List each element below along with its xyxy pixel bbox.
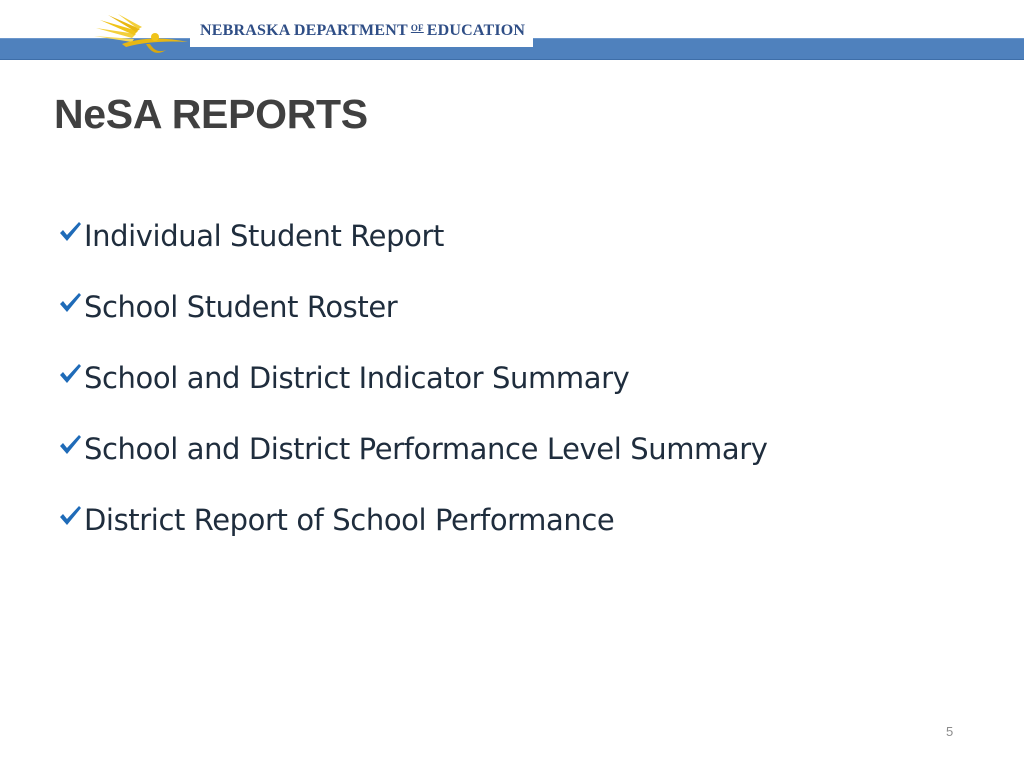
slide-title: NeSA REPORTS [54,91,368,137]
checkmark-icon [58,362,82,386]
report-list [58,200,768,555]
checkmark-icon [58,220,82,244]
slide-number: 5 [946,724,954,739]
checkmark-icon [58,504,82,528]
checkmark-icon [58,433,82,457]
report-item-label: School and District Indicator Summary [84,360,630,395]
report-list-item [58,342,768,413]
report-item-label: School Student Roster [84,289,398,324]
sun-rays-logo-icon [92,14,188,60]
report-item-label: Individual Student Report [84,218,444,253]
logo-text-of: OF [410,23,424,33]
logo-text-education: EDUCATION [426,22,526,39]
report-list-item [58,200,768,271]
checkmark-icon [58,291,82,315]
logo-text-nebraska-department: NEBRASKA DEPARTMENT [200,22,408,39]
logo-wordmark [190,18,533,47]
report-list-item [58,413,768,484]
report-list-item [58,271,768,342]
report-item-label: School and District Performance Level Summary [84,431,768,466]
report-list-item [58,484,768,555]
department-logo [92,14,188,60]
report-item-label: District Report of School Performance [84,502,615,537]
